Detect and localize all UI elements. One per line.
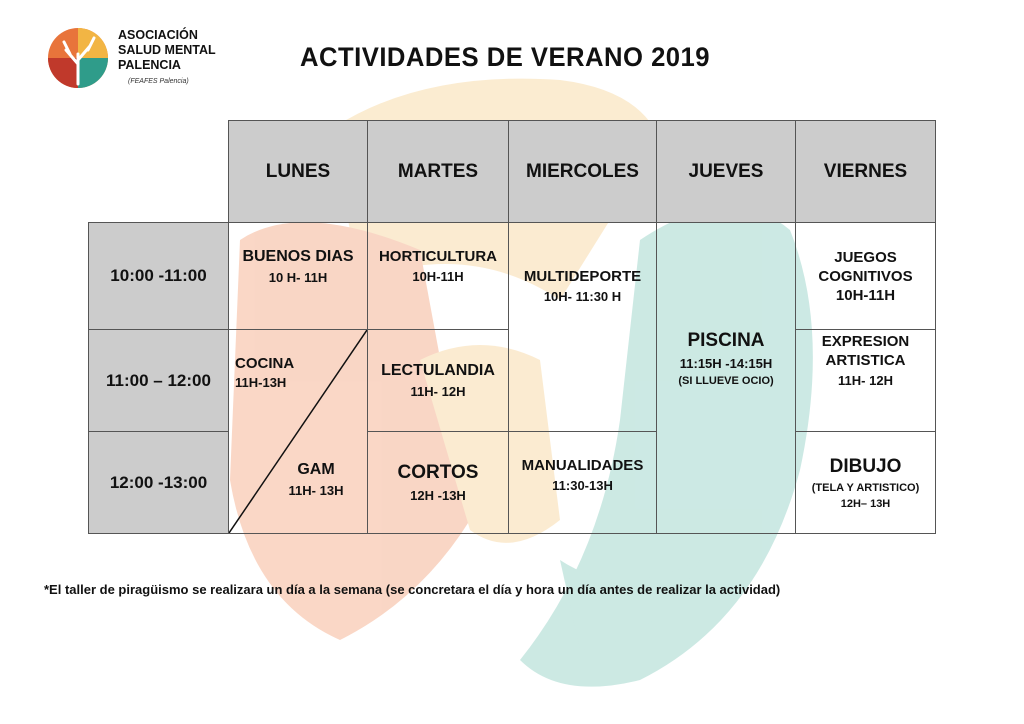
logo-line-3: PALENCIA [118, 58, 181, 72]
activity-hours: 11:15H -14:15H [679, 356, 773, 371]
activity-hours: 10H-11H [412, 269, 464, 284]
header-miercoles: MIERCOLES [508, 120, 657, 223]
activity-name: CORTOS [397, 462, 479, 483]
logo-subtitle: (FEAFES Palencia) [128, 78, 189, 85]
time-slot-3: 12:00 -13:00 [88, 431, 229, 534]
activity-hours: 10H- 11:30 H [543, 289, 622, 304]
activity-juegos-cognitivos [795, 222, 936, 330]
activity-piscina [656, 222, 796, 534]
activity-note: (TELA Y ARTISTICO) [811, 481, 920, 494]
activity-cortos [367, 431, 509, 534]
page-title: ACTIVIDADES DE VERANO 2019 [300, 42, 711, 72]
logo-name [118, 28, 216, 73]
tree-logo-icon [46, 24, 110, 92]
activity-name: HORTICULTURA [378, 248, 498, 265]
activity-cocina-gam [228, 329, 368, 534]
association-logo [46, 24, 236, 94]
activity-name: LECTULANDIA [381, 362, 495, 379]
logo-line-2: SALUD MENTAL [118, 43, 216, 57]
activity-hours: 11H-13H [235, 375, 287, 390]
activity-hours: 10H-11H [835, 286, 896, 304]
footnote: *El taller de piragüismo se realizara un día a la semana (se concretara el día y hora un día antes de realizar la actividad) [44, 582, 781, 597]
activity-name: MULTIDEPORTE [523, 268, 642, 285]
header-lunes: LUNES [228, 120, 368, 223]
activity-name-line-1: EXPRESION [821, 333, 910, 350]
header-martes: MARTES [367, 120, 509, 223]
activity-hours: 11:30-13H [552, 478, 613, 493]
activity-name-line-2: COGNITIVOS [818, 267, 913, 285]
activity-buenos-dias [228, 222, 368, 330]
activity-lectulandia [367, 329, 509, 432]
activity-cocina [235, 354, 294, 391]
activity-multideporte [508, 222, 657, 432]
time-slot-1: 10:00 -11:00 [88, 222, 229, 330]
activity-name: COCINA [235, 355, 295, 372]
activity-manualidades [508, 431, 657, 534]
activity-gam [271, 460, 361, 499]
activity-hours: 11H- 12H [410, 384, 466, 399]
activity-expresion-artistica [795, 329, 936, 432]
activity-hours: 10 H- 11H [268, 270, 328, 285]
activity-hours: 11H- 13H [288, 483, 344, 498]
activity-name-line-2: ARTISTICA [825, 352, 906, 369]
time-slot-2: 11:00 – 12:00 [88, 329, 229, 432]
activity-name: GAM [297, 461, 335, 478]
activity-horticultura [367, 222, 509, 330]
header-viernes: VIERNES [795, 120, 936, 223]
activity-name: PISCINA [687, 330, 765, 351]
activity-dibujo [795, 431, 936, 534]
activity-note: (SI LLUEVE OCIO) [678, 375, 774, 387]
activity-name: DIBUJO [829, 455, 902, 477]
activity-name: BUENOS DIAS [242, 248, 354, 265]
activity-name: MANUALIDADES [521, 457, 644, 474]
activity-name-line-1: JUEGOS [834, 248, 897, 266]
header-jueves: JUEVES [656, 120, 796, 223]
activity-hours: 11H- 12H [838, 373, 893, 388]
activity-hours: 12H– 13H [840, 497, 891, 510]
activity-hours: 12H -13H [410, 488, 466, 503]
logo-line-1: ASOCIACIÓN [118, 28, 198, 42]
